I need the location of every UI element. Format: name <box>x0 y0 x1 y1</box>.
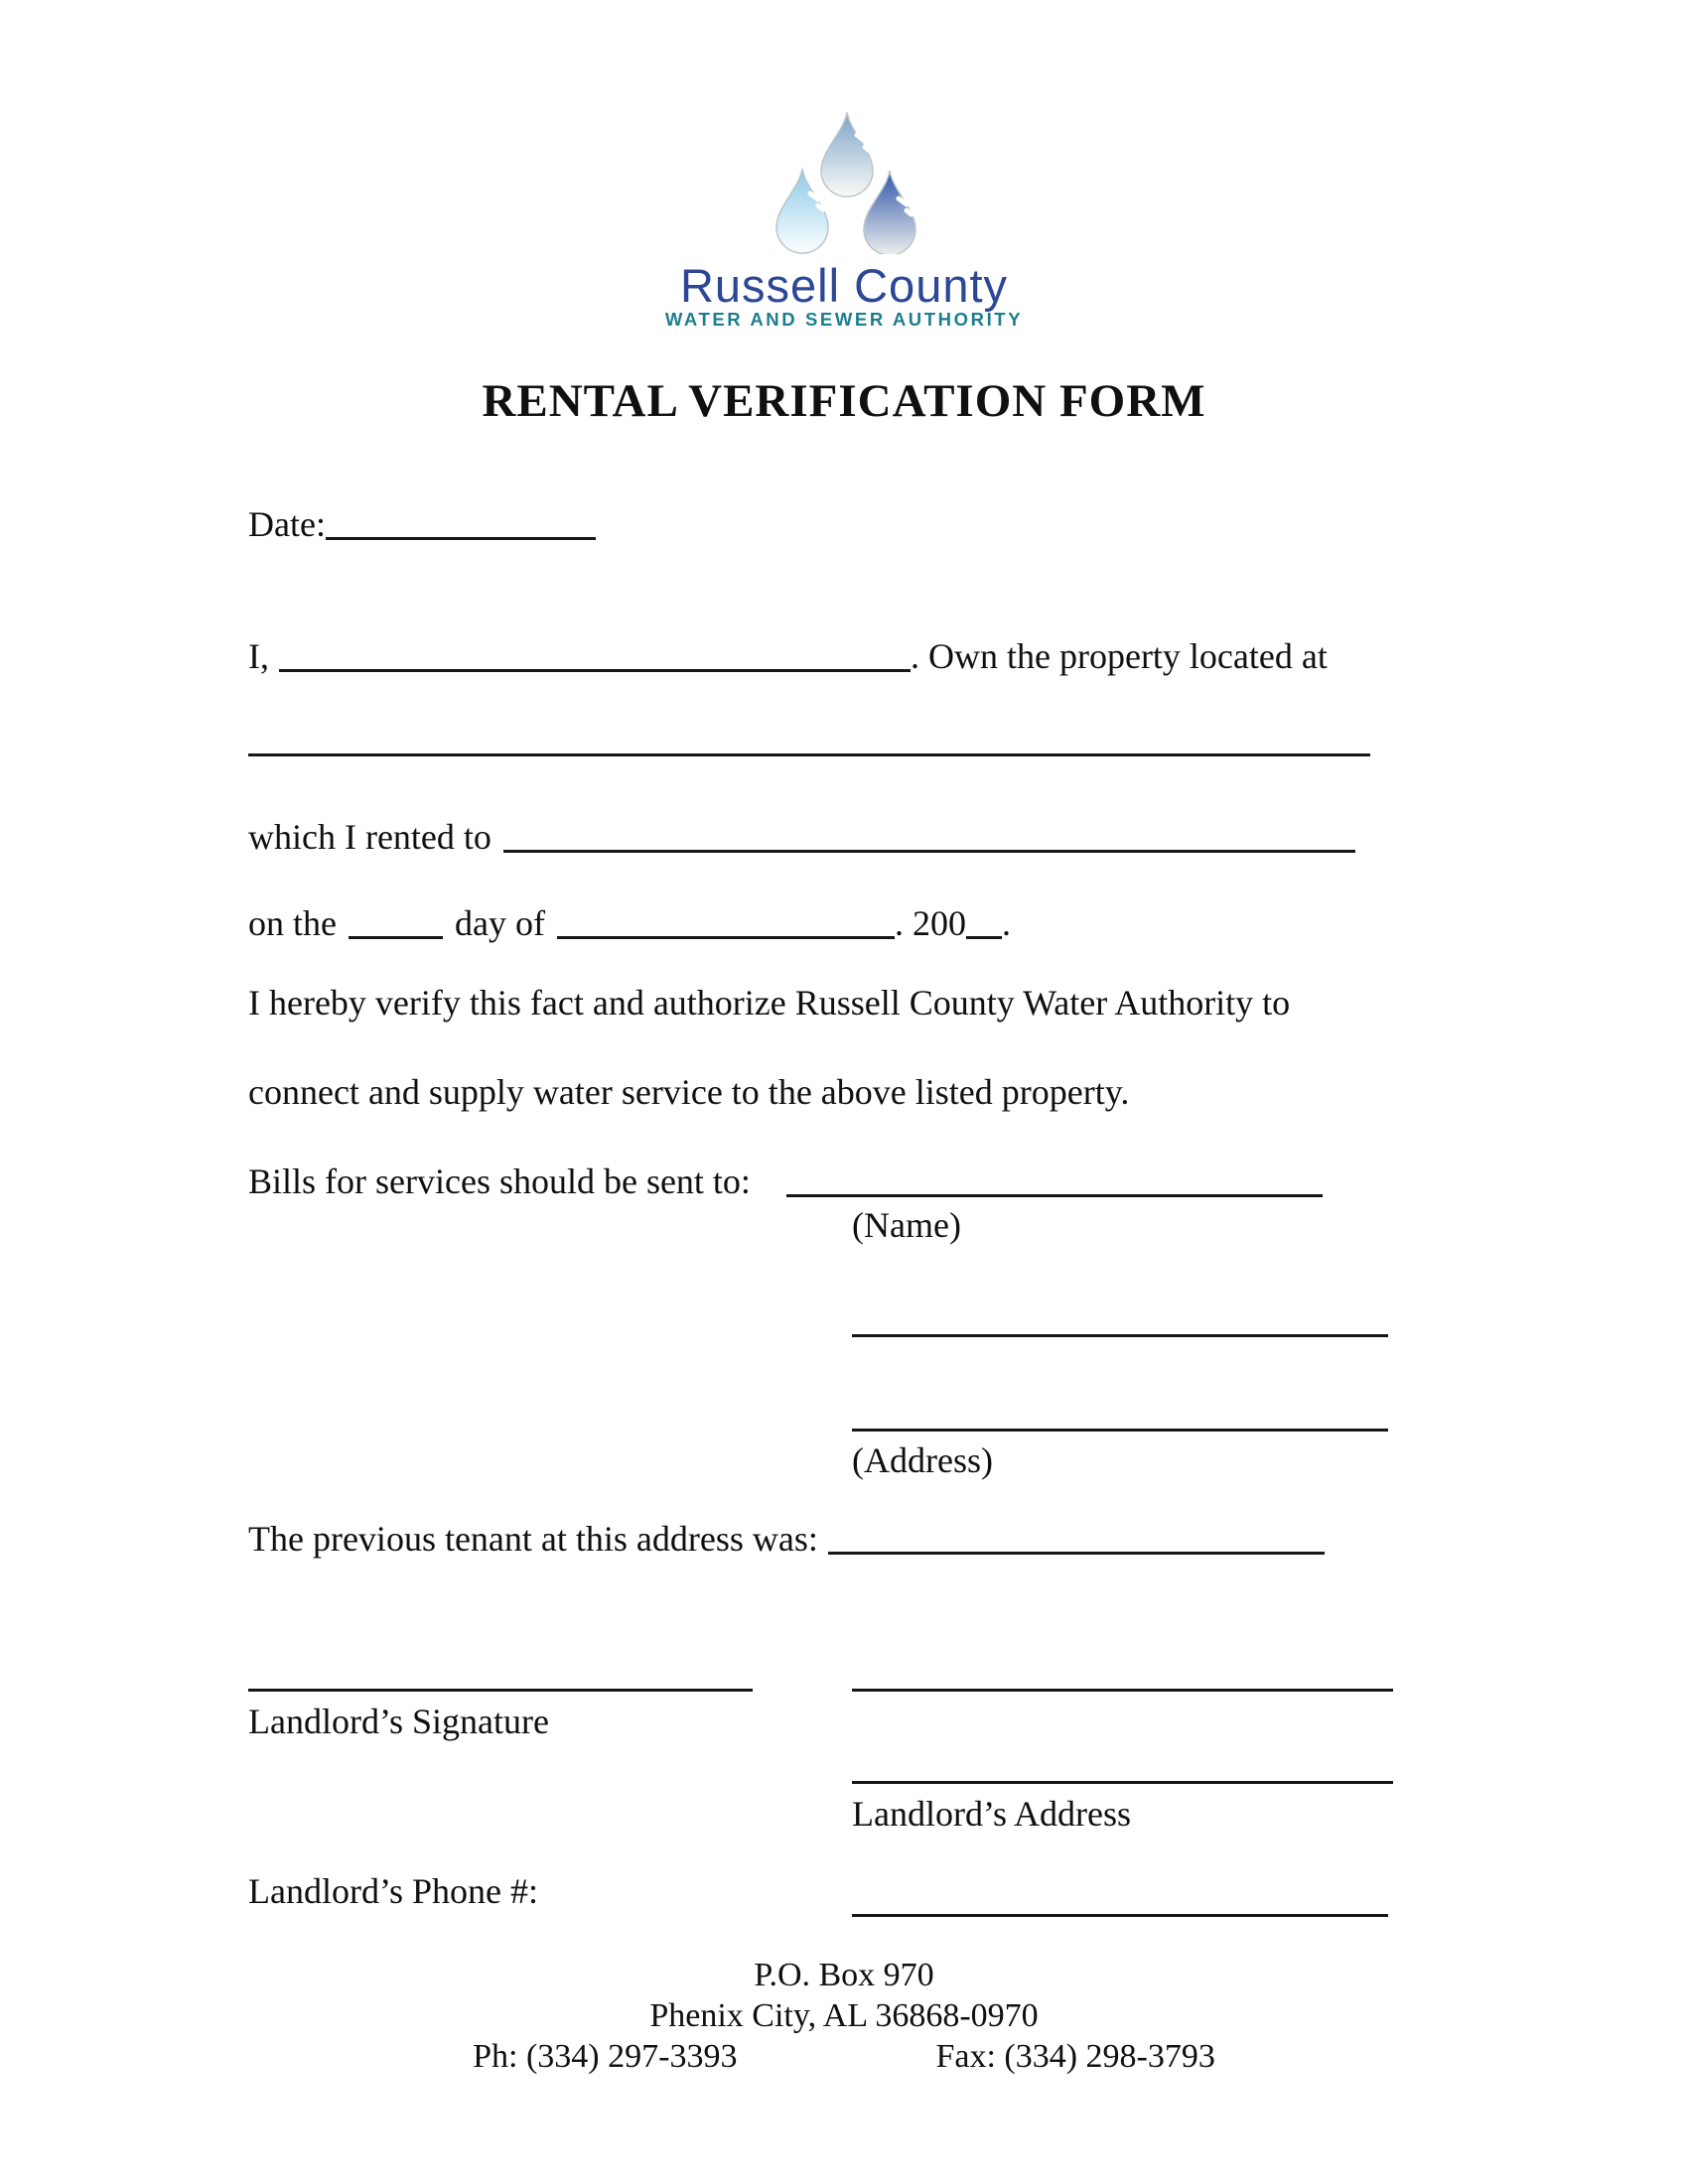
landlord-address-blank-2[interactable] <box>852 1781 1393 1784</box>
tenant-name-blank[interactable] <box>503 814 1355 853</box>
org-tagline: WATER AND SEWER AUTHORITY <box>664 309 1024 330</box>
previous-tenant-row <box>248 1512 1325 1560</box>
bills-name-blank[interactable] <box>786 1159 1323 1197</box>
page-title: RENTAL VERIFICATION FORM <box>482 375 1206 427</box>
landlord-address-blank-1[interactable] <box>852 1689 1393 1692</box>
footer <box>0 1955 1688 2077</box>
phone-label: Landlord’s Phone #: <box>248 1871 538 1911</box>
landlord-address-caption: Landlord’s Address <box>852 1794 1131 1834</box>
own-suffix: . Own the property located at <box>911 636 1328 676</box>
day-blank[interactable] <box>349 900 443 939</box>
year-label: . 200 <box>894 903 966 943</box>
water-drop-right-icon <box>864 171 915 254</box>
footer-city: Phenix City, AL 36868-0970 <box>649 1997 1039 2034</box>
water-drop-left-icon <box>776 169 828 253</box>
previous-tenant-label: The previous tenant at this address was: <box>248 1519 818 1559</box>
footer-fax: Fax: (334) 298-3793 <box>935 2038 1215 2075</box>
mailing-address-blank-2[interactable] <box>852 1429 1388 1432</box>
org-name: Russell County <box>679 259 1009 312</box>
on-the-label: on the <box>248 903 337 943</box>
day-of-label: day of <box>454 903 545 943</box>
owner-name-blank[interactable] <box>279 633 911 672</box>
logo <box>0 105 1688 254</box>
address-caption: (Address) <box>852 1440 993 1480</box>
previous-tenant-blank[interactable] <box>828 1516 1325 1555</box>
rented-row <box>248 810 1355 858</box>
month-blank[interactable] <box>557 900 895 939</box>
year-blank[interactable] <box>966 900 1002 939</box>
date-label: Date: <box>248 504 326 544</box>
footer-phone-fax-row <box>0 2036 1688 2077</box>
date-blank[interactable] <box>326 501 596 540</box>
name-caption: (Name) <box>852 1205 961 1245</box>
signature-blank[interactable] <box>248 1689 753 1692</box>
property-address-blank[interactable] <box>248 753 1370 756</box>
verify-line-1: I hereby verify this fact and authorize Russell County Water Authority to <box>248 983 1291 1023</box>
logo-droplets <box>765 105 923 254</box>
phone-blank[interactable] <box>852 1914 1388 1917</box>
footer-phone: Ph: (334) 297-3393 <box>473 2038 738 2075</box>
bills-row <box>248 1155 1323 1202</box>
signature-caption: Landlord’s Signature <box>248 1702 549 1741</box>
water-drop-mid-icon <box>821 112 873 197</box>
rented-label: which I rented to <box>248 817 492 857</box>
footer-po-box: P.O. Box 970 <box>754 1957 934 1993</box>
year-period: . <box>1001 903 1011 943</box>
bills-label: Bills for services should be sent to: <box>248 1161 751 1201</box>
date-of-rental-row <box>248 896 1011 944</box>
owner-row <box>248 629 1328 677</box>
verify-line-2: connect and supply water service to the above listed property. <box>248 1072 1130 1112</box>
date-row <box>248 497 596 545</box>
mailing-address-blank-1[interactable] <box>852 1334 1388 1337</box>
own-prefix: I, <box>248 636 269 676</box>
